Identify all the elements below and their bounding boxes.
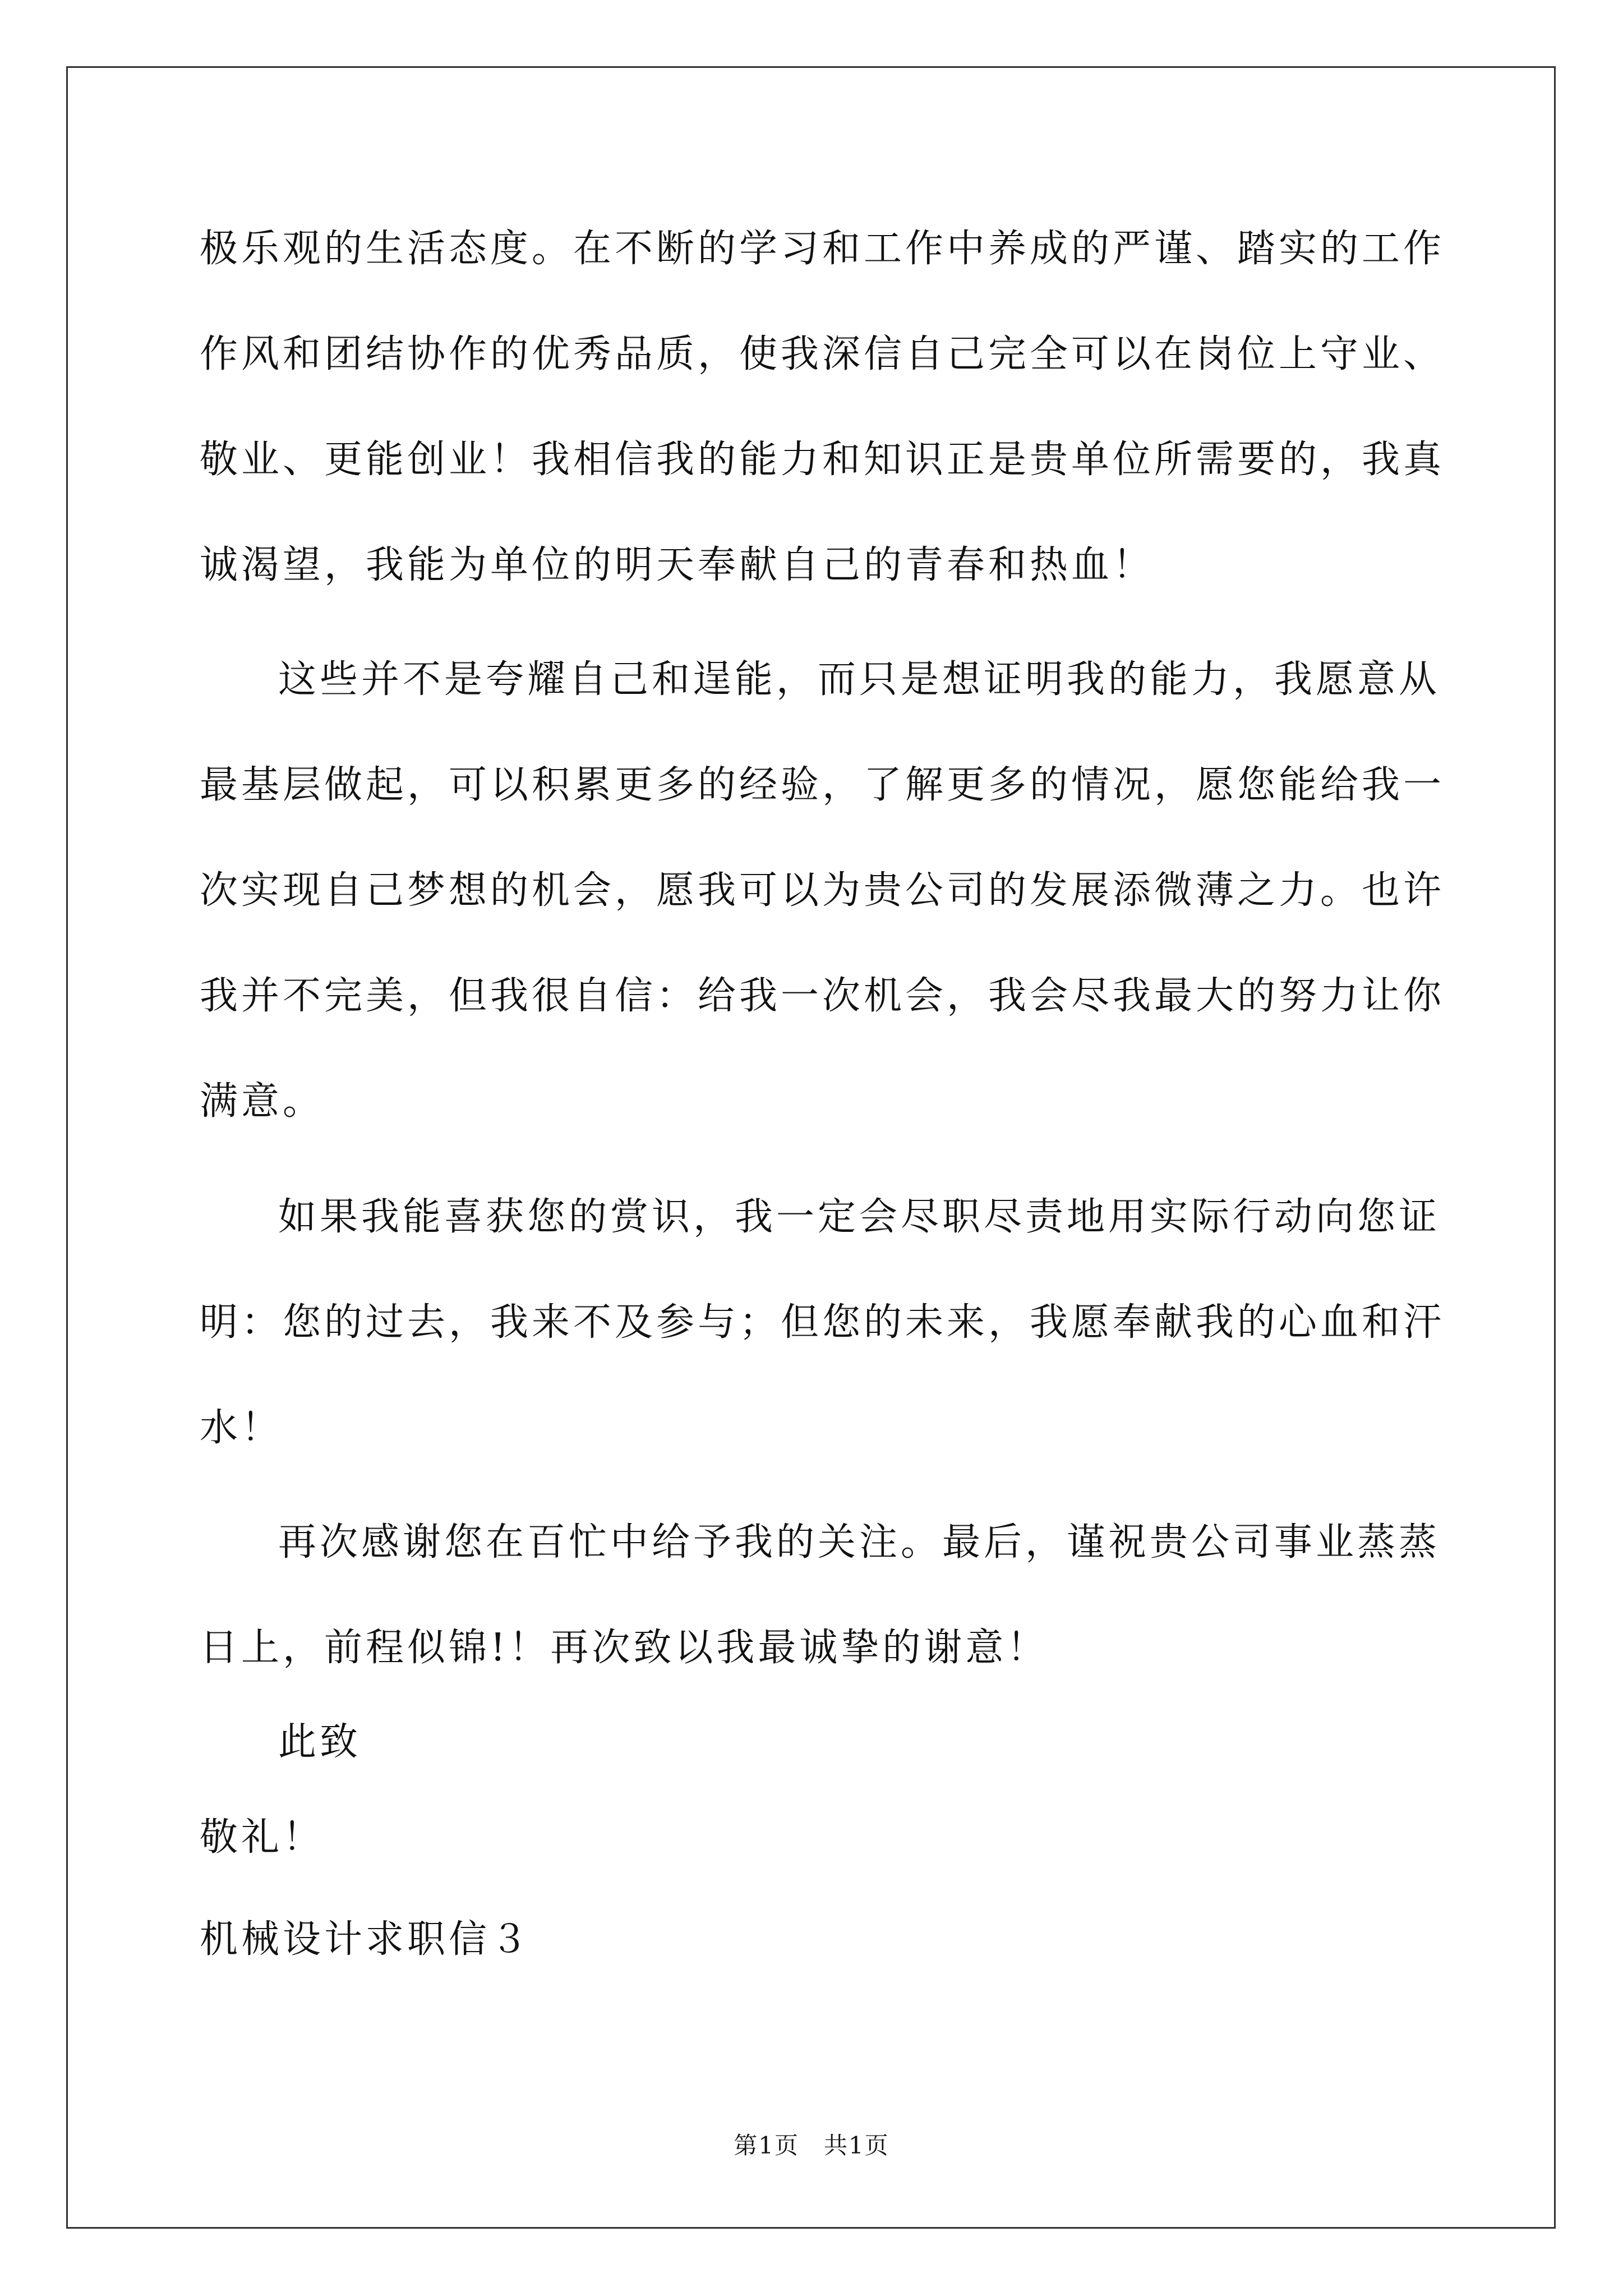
closing-regards: 敬礼！ <box>200 1815 325 1860</box>
paragraph-first-line: 如果我能喜获您的赏识，我一定会尽职尽责地用实际行动向您证 <box>278 1195 1441 1239</box>
page-border <box>66 66 1556 2229</box>
paragraph-first-line: 再次感谢您在百忙中给予我的关注。最后，谨祝贵公司事业蒸蒸 <box>278 1520 1441 1565</box>
body-line: 作风和团结协作的优秀品质，使我深信自己完全可以在岗位上守业、 <box>200 332 1445 376</box>
body-line: 敬业、更能创业！我相信我的能力和知识正是贵单位所需要的，我真 <box>200 438 1445 482</box>
body-line: 日上，前程似锦!！再次致以我最诚挚的谢意！ <box>200 1626 1049 1670</box>
body-line: 最基层做起，可以积累更多的经验，了解更多的情况，愿您能给我一 <box>200 763 1445 807</box>
body-line: 诚渴望，我能为单位的明天奉献自己的青春和热血！ <box>200 543 1155 587</box>
body-line: 明：您的过去，我来不及参与；但您的未来，我愿奉献我的心血和汗 <box>200 1300 1445 1345</box>
body-line: 满意。 <box>200 1079 325 1124</box>
body-line: 极乐观的生活态度。在不断的学习和工作中养成的严谨、踏实的工作 <box>200 227 1445 271</box>
closing-salutation: 此致 <box>278 1720 362 1764</box>
body-line: 水！ <box>200 1406 283 1450</box>
body-line: 我并不完美，但我很自信：给我一次机会，我会尽我最大的努力让你 <box>200 974 1445 1018</box>
paragraph-first-line: 这些并不是夸耀自己和逞能，而只是想证明我的能力，我愿意从 <box>278 657 1441 702</box>
body-line: 次实现自己梦想的机会，愿我可以为贵公司的发展添微薄之力。也许 <box>200 868 1445 913</box>
page-footer: 第1页 共1页 <box>734 2132 889 2159</box>
section-heading: 机械设计求职信３ <box>200 1917 532 1962</box>
